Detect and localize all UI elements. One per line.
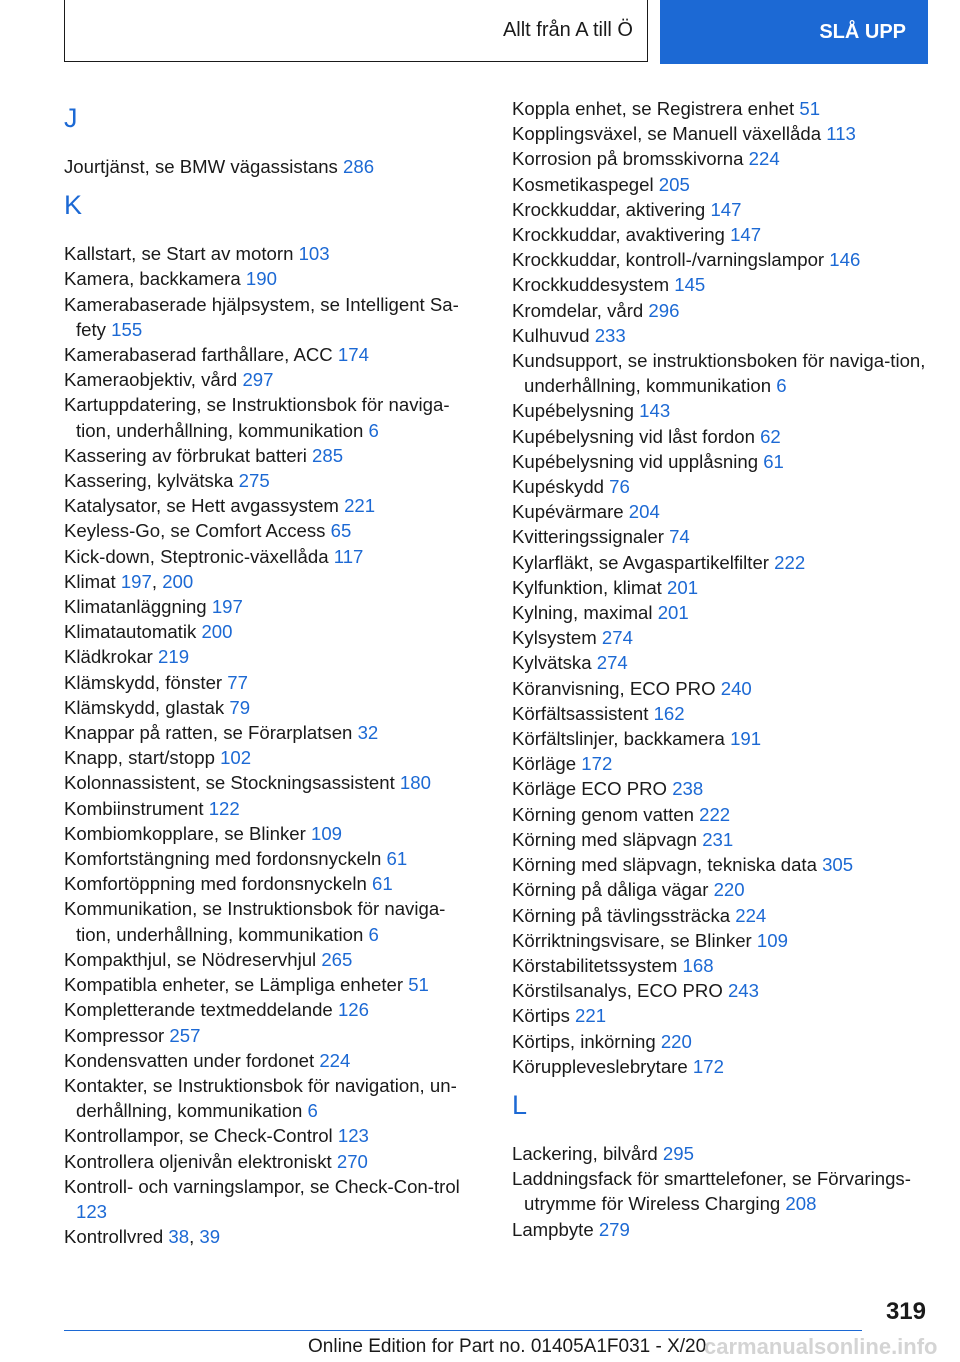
- entry-text: Körstabilitetssystem: [512, 954, 678, 976]
- entry-text: Kommunikation, se Instruktionsbok för naviga-tion, underhållning, kommunikation: [64, 898, 446, 945]
- entry-text: Kameraobjektiv, vård: [64, 369, 238, 391]
- index-entry: [64, 367, 474, 392]
- index-entry: [64, 241, 474, 266]
- entry-text: Körning på tävlingssträcka: [512, 904, 731, 926]
- index-entry: [64, 154, 474, 179]
- entry-text: Klimatanläggning: [64, 596, 207, 618]
- entry-text: Klämskydd, glastak: [64, 696, 225, 718]
- page-link[interactable]: 109: [311, 822, 343, 844]
- section-letter: L: [512, 1089, 528, 1120]
- entry-text: Kvitteringssignaler: [512, 526, 664, 548]
- page-link[interactable]: 113: [826, 123, 856, 145]
- page-link[interactable]: 201: [667, 576, 699, 598]
- index-entry: [64, 821, 474, 846]
- page-link[interactable]: 109: [756, 929, 788, 951]
- entry-text: Kompressor: [64, 1024, 165, 1046]
- page-link[interactable]: 61: [386, 848, 408, 870]
- entry-text: Kamerabaserad farthållare, ACC: [64, 344, 333, 366]
- entry-text: Kassering av förbrukat batteri: [64, 444, 307, 466]
- entry-text: Kick-down, Steptronic-växellåda: [64, 545, 329, 567]
- index-entry: [64, 1149, 474, 1174]
- index-entry: [512, 575, 928, 600]
- page-link[interactable]: 279: [598, 1218, 630, 1240]
- entry-text: Kolonnassistent, se Stockningsassistent: [64, 772, 395, 794]
- page-link[interactable]: 222: [774, 551, 806, 573]
- entry-text: Körning med släpvagn: [512, 828, 698, 850]
- index-entry: [64, 770, 474, 795]
- top-navigation: [64, 0, 928, 64]
- page-link[interactable]: 190: [245, 268, 277, 290]
- entry-text: Kompletterande textmeddelande: [64, 999, 333, 1021]
- entry-text: Körstilsanalys, ECO PRO: [512, 980, 723, 1002]
- entry-text: Laddningsfack för smarttelefoner, se Förvarings-utrymme för Wireless Charging: [512, 1168, 911, 1215]
- index-entry: [64, 292, 474, 342]
- index-entry: [512, 1029, 928, 1054]
- index-entry: [512, 474, 928, 499]
- entry-text: Kombiomkopplare, se Blinker: [64, 822, 306, 844]
- page-link[interactable]: 274: [601, 627, 633, 649]
- index-entry: [64, 896, 474, 946]
- index-entry: [64, 1224, 474, 1249]
- entry-text: Körläge ECO PRO: [512, 778, 668, 800]
- entry-text: Klädkrokar: [64, 646, 153, 668]
- entry-text: Klimatautomatik: [64, 621, 197, 643]
- entry-text: Lackering, bilvård: [512, 1142, 658, 1164]
- page-link[interactable]: 61: [372, 873, 393, 895]
- index-entry: [64, 493, 474, 518]
- entry-text: Körfältslinjer, backkamera: [512, 728, 725, 750]
- page-link[interactable]: 51: [408, 974, 429, 996]
- page-link[interactable]: 6: [307, 1100, 318, 1122]
- page-link[interactable]: 38: [168, 1226, 190, 1248]
- page-link[interactable]: 191: [730, 728, 762, 750]
- page-link[interactable]: 155: [111, 318, 143, 340]
- index-entry: [64, 644, 474, 669]
- page-link[interactable]: 224: [735, 904, 767, 926]
- footer-divider: [64, 1330, 862, 1331]
- entry-text: Körtips, inkörning: [512, 1030, 656, 1052]
- index-entry: [64, 1023, 474, 1048]
- page-separator: ,: [189, 1226, 200, 1248]
- page-link[interactable]: 285: [312, 444, 344, 466]
- entry-text: Klimat: [64, 570, 116, 592]
- entry-text: Kamera, backkamera: [64, 268, 241, 290]
- page-link[interactable]: 221: [344, 495, 376, 517]
- entry-text: Kylfunktion, klimat: [512, 576, 662, 598]
- page-link[interactable]: 174: [337, 344, 369, 366]
- entry-text: Körriktningsvisare, se Blinker: [512, 929, 752, 951]
- entry-text: Kontakter, se Instruktionsbok för navigation, un-derhållning, kommunikation: [64, 1074, 457, 1122]
- page-link[interactable]: 102: [220, 747, 252, 769]
- index-entry: [512, 978, 928, 1003]
- entry-text: Kopplingsväxel, se Manuell växellåda: [512, 123, 822, 145]
- index-entry: [512, 802, 928, 827]
- entry-text: Krockkuddar, kontroll-/varningslampor: [512, 249, 825, 271]
- entry-text: Kupéskydd: [512, 476, 604, 498]
- index-entry: [64, 1174, 474, 1224]
- index-entry: [64, 518, 474, 543]
- entry-text: Kupébelysning: [512, 400, 634, 422]
- entry-text: Kundsupport, se instruktionsboken för naviga-tion, underhållning, kommunikation: [512, 350, 926, 397]
- page-link[interactable]: 220: [660, 1030, 692, 1052]
- index-entry: [64, 266, 474, 291]
- entry-text: Kompakthjul, se Nödreservhjul: [64, 948, 317, 970]
- page-link[interactable]: 286: [343, 156, 375, 177]
- page-link[interactable]: 79: [229, 696, 251, 718]
- entry-text: Komfortstängning med fordonsnyckeln: [64, 848, 382, 870]
- entry-text: Katalysator, se Hett avgassystem: [64, 495, 339, 517]
- entry-text: Koppla enhet, se Registrera enhet: [512, 98, 795, 119]
- index-entry: [512, 1166, 928, 1216]
- entry-text: Körning genom vatten: [512, 803, 694, 825]
- index-entry: [512, 96, 928, 121]
- index-entry: [64, 947, 474, 972]
- entry-text: Krockkuddar, avaktivering: [512, 224, 725, 246]
- entry-text: Kromdelar, vård: [512, 299, 644, 321]
- index-entry: [64, 972, 474, 997]
- entry-text: Kartuppdatering, se Instruktionsbok för naviga-tion, underhållning, kommunikation: [64, 394, 450, 441]
- entry-text: Körfältsassistent: [512, 702, 649, 724]
- section-letter: J: [64, 103, 78, 133]
- entry-text: Kassering, kylvätska: [64, 470, 234, 492]
- index-entry: [512, 121, 928, 146]
- index-entry: [512, 903, 928, 928]
- entry-text: Kallstart, se Start av motorn: [64, 243, 294, 265]
- entry-text: Keyless-Go, se Comfort Access: [64, 520, 326, 542]
- page-link[interactable]: 221: [575, 1005, 607, 1027]
- page-link[interactable]: 74: [669, 526, 690, 548]
- index-entry: [512, 172, 928, 197]
- index-entry: [512, 928, 928, 953]
- index-entry: [512, 751, 928, 776]
- page-link[interactable]: 39: [199, 1226, 221, 1248]
- entry-text: Klämskydd, fönster: [64, 671, 223, 693]
- entry-text: Kontroll- och varningslampor, se Check-Con-trol: [64, 1175, 460, 1197]
- page-link[interactable]: 172: [581, 753, 613, 775]
- entry-text: Kylsystem: [512, 627, 597, 649]
- page-link[interactable]: 62: [760, 425, 781, 447]
- page-link[interactable]: 168: [682, 954, 714, 976]
- entry-text: Körning på dåliga vägar: [512, 879, 709, 901]
- entry-text: Kylning, maximal: [512, 602, 653, 624]
- index-entry: [512, 1003, 928, 1028]
- entry-text: Lampbyte: [512, 1218, 594, 1240]
- page-link[interactable]: 257: [169, 1024, 201, 1046]
- entry-text: Kontrollera oljenivån elektroniskt: [64, 1150, 332, 1172]
- entry-text: Kombiinstrument: [64, 797, 204, 819]
- page-link[interactable]: 172: [692, 1055, 724, 1077]
- index-entry: [512, 499, 928, 524]
- index-entry: [64, 796, 474, 821]
- entry-text: Komfortöppning med fordonsnyckeln: [64, 873, 367, 895]
- index-entry: [512, 701, 928, 726]
- page-link[interactable]: 65: [330, 520, 352, 542]
- index-entry: [512, 676, 928, 701]
- entry-text: Kontrollvred: [64, 1226, 164, 1248]
- entry-text: Kulhuvud: [512, 324, 590, 346]
- page-link[interactable]: 201: [657, 602, 689, 624]
- entry-text: Korrosion på bromsskivorna: [512, 148, 744, 170]
- index-entry: [512, 348, 928, 398]
- entry-text: Knappar på ratten, se Förarplatsen: [64, 722, 353, 744]
- index-entry: [512, 953, 928, 978]
- index-entry: [512, 877, 928, 902]
- index-entry: [512, 625, 928, 650]
- entry-text: Kylarfläkt, se Avgaspartikelfilter: [512, 551, 769, 573]
- page-link[interactable]: 147: [710, 198, 742, 220]
- index-entry: [64, 1073, 474, 1123]
- page-link[interactable]: 180: [399, 772, 431, 794]
- index-column-left: [64, 96, 474, 1249]
- index-column-right: [512, 96, 928, 1242]
- page-link[interactable]: 6: [368, 419, 379, 441]
- section-letter: K: [64, 190, 83, 221]
- index-entry: [64, 670, 474, 695]
- tab-lookup[interactable]: [660, 0, 928, 64]
- page-link[interactable]: 305: [822, 854, 854, 876]
- page-link[interactable]: 224: [319, 1049, 351, 1071]
- page-link[interactable]: 6: [776, 375, 787, 397]
- page-link[interactable]: 200: [201, 621, 233, 643]
- entry-text: Kupévärmare: [512, 501, 624, 523]
- tab-az-index[interactable]: [64, 0, 648, 62]
- page-link[interactable]: 274: [596, 652, 628, 674]
- page-link[interactable]: 117: [333, 545, 364, 567]
- page-link[interactable]: 297: [242, 369, 274, 391]
- page-link[interactable]: 224: [748, 148, 780, 170]
- index-entry: [512, 247, 928, 272]
- entry-text: Krockkuddar, aktivering: [512, 198, 706, 220]
- entry-text: Kosmetikaspegel: [512, 173, 654, 195]
- footer-edition: Online Edition for Part no. 01405A1F031 - X/20: [308, 1336, 707, 1357]
- index-entry: [64, 1123, 474, 1148]
- index-entry: [512, 827, 928, 852]
- page-link[interactable]: 146: [829, 249, 861, 271]
- page-link[interactable]: 77: [227, 671, 248, 693]
- index-entry: [512, 1054, 928, 1079]
- index-entry: [64, 745, 474, 770]
- index-entry: [512, 298, 928, 323]
- entry-text: Körtips: [512, 1005, 570, 1027]
- entry-text: Köruppleveslebrytare: [512, 1055, 688, 1077]
- page-link[interactable]: 238: [672, 778, 704, 800]
- index-entry: [64, 1048, 474, 1073]
- index-entry: [64, 997, 474, 1022]
- index-entry: [64, 443, 474, 468]
- tab-lookup-label: SLÅ UPP: [819, 20, 906, 43]
- entry-text: Jourtjänst, se BMW vägassistans: [64, 156, 338, 177]
- page-link[interactable]: 200: [162, 570, 194, 592]
- entry-text: Knapp, start/stopp: [64, 747, 215, 769]
- page-link[interactable]: 205: [658, 173, 690, 195]
- index-entry: [512, 222, 928, 247]
- page-link[interactable]: 240: [720, 677, 752, 699]
- page-link[interactable]: 6: [368, 923, 379, 945]
- page-link[interactable]: 204: [628, 501, 660, 523]
- index-entry: [512, 550, 928, 575]
- page-number: 319: [885, 1298, 926, 1325]
- index-entry: [512, 323, 928, 348]
- page-link[interactable]: 61: [763, 450, 784, 472]
- entry-text: Körning med släpvagn, tekniska data: [512, 854, 817, 876]
- page-link[interactable]: 145: [674, 274, 706, 296]
- index-entry: [64, 846, 474, 871]
- tab-az-label: Allt från A till Ö: [502, 19, 633, 41]
- page-link[interactable]: 123: [76, 1200, 108, 1222]
- page-link[interactable]: 208: [785, 1193, 817, 1215]
- page-link[interactable]: 233: [594, 324, 626, 346]
- page-link[interactable]: 219: [158, 646, 190, 668]
- page-link[interactable]: 197: [211, 596, 243, 618]
- index-entry: [512, 197, 928, 222]
- page-link[interactable]: 122: [208, 797, 240, 819]
- index-entry: [64, 342, 474, 367]
- entry-text: Köranvisning, ECO PRO: [512, 677, 716, 699]
- index-entry: [64, 695, 474, 720]
- index-entry: [512, 776, 928, 801]
- page-link[interactable]: 265: [321, 948, 353, 970]
- entry-text: Kupébelysning vid upplåsning: [512, 450, 759, 472]
- index-entry: [64, 468, 474, 493]
- index-entry: [512, 146, 928, 171]
- entry-text: Krockkuddesystem: [512, 274, 670, 296]
- page-link[interactable]: 270: [336, 1150, 368, 1172]
- index-entry: [64, 871, 474, 896]
- index-entry: [512, 398, 928, 423]
- page-link[interactable]: 123: [337, 1125, 369, 1147]
- page-link[interactable]: 222: [699, 803, 731, 825]
- page-link[interactable]: 143: [639, 400, 671, 422]
- page-link[interactable]: 220: [713, 879, 745, 901]
- index-entry: [512, 272, 928, 297]
- page-link[interactable]: 76: [609, 476, 630, 498]
- index-entry: [512, 524, 928, 549]
- entry-text: Kylvätska: [512, 652, 592, 674]
- index-entry: [64, 594, 474, 619]
- page-link[interactable]: 32: [357, 722, 379, 744]
- page-link[interactable]: 103: [298, 243, 330, 265]
- index-entry: [64, 569, 474, 594]
- index-entry: [64, 720, 474, 745]
- index-entry: [64, 544, 474, 569]
- page-link[interactable]: 197: [120, 570, 152, 592]
- page-link[interactable]: 296: [648, 299, 680, 321]
- page-link[interactable]: 275: [238, 470, 270, 492]
- page-link[interactable]: 243: [727, 980, 759, 1002]
- entry-text: Kompatibla enheter, se Lämpliga enheter: [64, 974, 404, 996]
- index-entry: [512, 1217, 928, 1242]
- index-entry: [512, 852, 928, 877]
- page-link[interactable]: 147: [730, 224, 762, 246]
- entry-text: Kamerabaserade hjälpsystem, se Intelligent Sa-fety: [64, 293, 459, 340]
- index-entry: [512, 449, 928, 474]
- page-link[interactable]: 51: [799, 98, 821, 119]
- index-entry: [512, 726, 928, 751]
- page-link[interactable]: 126: [337, 999, 369, 1021]
- entry-text: Kontrollampor, se Check-Control: [64, 1125, 333, 1147]
- index-entry: [64, 619, 474, 644]
- page-separator: ,: [151, 570, 163, 592]
- page-link[interactable]: 295: [662, 1142, 694, 1164]
- index-entry: [512, 600, 928, 625]
- page-link[interactable]: 231: [702, 828, 734, 850]
- page-link[interactable]: 162: [653, 702, 685, 724]
- entry-text: Kondensvatten under fordonet: [64, 1049, 315, 1071]
- index-entry: [512, 1141, 928, 1166]
- index-entry: [64, 392, 474, 442]
- watermark: carmanualsonline.info: [704, 1334, 938, 1359]
- entry-text: Kupébelysning vid låst fordon: [512, 425, 755, 447]
- index-entry: [512, 424, 928, 449]
- entry-text: Körläge: [512, 753, 577, 775]
- index-entry: [512, 650, 928, 675]
